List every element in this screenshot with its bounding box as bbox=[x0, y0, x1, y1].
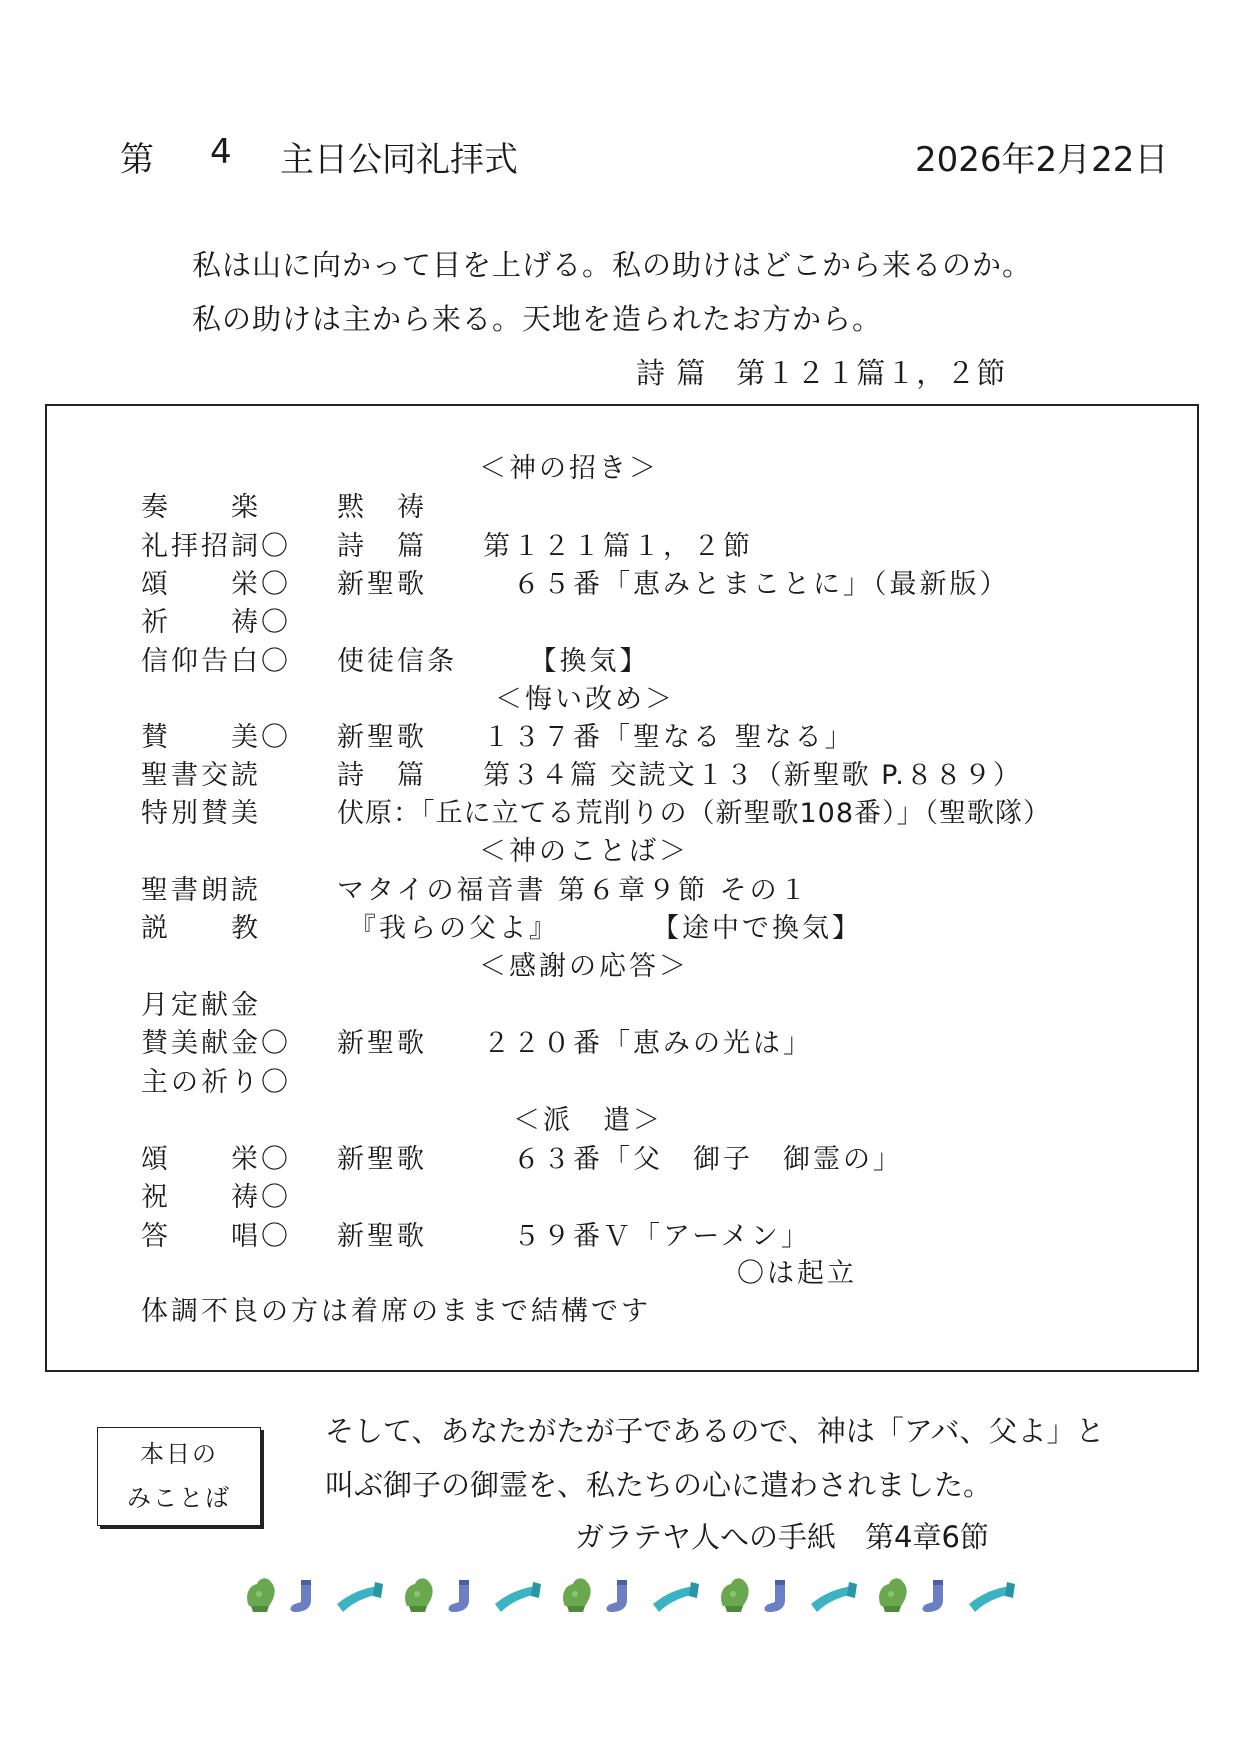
service-title: 主日公同礼拝式 bbox=[280, 140, 518, 180]
order-item-detail: 新聖歌 bbox=[337, 1028, 427, 1059]
order-item-detail: 詩 篇 bbox=[337, 760, 427, 791]
order-item-label: 信仰告白〇 bbox=[141, 646, 291, 677]
scarf-icon bbox=[811, 1582, 857, 1612]
order-item-content: ６５番「恵みとまことに」（最新版） bbox=[483, 569, 1010, 600]
order-item-label: 礼拝招詞〇 bbox=[141, 531, 291, 562]
order-item-detail: 新聖歌 bbox=[337, 1221, 427, 1252]
order-item-detail: 伏原：「丘に立てる荒削りの（新聖歌108番）」（聖歌隊） bbox=[337, 798, 1052, 829]
order-item-detail: 黙 祷 bbox=[337, 492, 427, 523]
order-item-label: 聖書朗読 bbox=[141, 875, 261, 906]
order-item-label: 奏 楽 bbox=[141, 492, 261, 523]
order-item-label: 月定献金 bbox=[141, 990, 261, 1021]
order-item-label: 聖書交読 bbox=[141, 760, 261, 791]
opening-verse-line-2: 私の助けは主から来る。天地を造られたお方から。 bbox=[192, 302, 883, 336]
order-item-detail: 新聖歌 bbox=[337, 1144, 427, 1175]
sock-icon bbox=[765, 1580, 786, 1612]
order-item-detail: 使徒信条 bbox=[337, 646, 457, 677]
opening-verse-line-1: 私は山に向かって目を上げる。私の助けはどこから来るのか。 bbox=[192, 248, 1033, 282]
scarf-icon bbox=[337, 1582, 383, 1612]
order-item-content: ２２０番「恵みの光は」 bbox=[483, 1028, 813, 1059]
order-item-label: 説 教 bbox=[141, 913, 261, 944]
todays-word-label-line-2: みことば bbox=[127, 1484, 231, 1512]
order-item-detail: マタイの福音書 第６章９節 その１ bbox=[337, 875, 810, 906]
order-item-content: 第１２１篇１，２節 bbox=[483, 531, 753, 562]
order-item-label: 特別賛美 bbox=[141, 798, 261, 829]
mitten-icon bbox=[247, 1578, 275, 1612]
order-item-label: 頌 栄〇 bbox=[141, 1144, 291, 1175]
order-item-content: 第３４篇 交読文１３（新聖歌 P.８８９） bbox=[483, 760, 1022, 791]
todays-word-line-1: そして、あなたがたが子であるので、神は「アバ、父よ」と bbox=[325, 1414, 1105, 1448]
sock-icon bbox=[607, 1580, 628, 1612]
mitten-icon bbox=[405, 1578, 433, 1612]
order-item-label: 主の祈り〇 bbox=[141, 1067, 291, 1098]
service-date: 2026年2月22日 bbox=[915, 140, 1169, 180]
order-item-content: １３７番「聖なる 聖なる」 bbox=[483, 722, 855, 753]
order-item-detail: 新聖歌 bbox=[337, 569, 427, 600]
section-response: ＜感謝の応答＞ bbox=[479, 951, 689, 982]
scarf-icon bbox=[653, 1582, 699, 1612]
scarf-icon bbox=[969, 1582, 1015, 1612]
service-number: 4 bbox=[210, 132, 232, 172]
todays-word-reference: ガラテヤ人への手紙 第4章6節 bbox=[575, 1520, 989, 1554]
order-item-detail: 新聖歌 bbox=[337, 722, 427, 753]
mitten-icon bbox=[721, 1578, 749, 1612]
order-item-content: ６３番「父 御子 御霊の」 bbox=[483, 1144, 903, 1175]
order-item-detail: 『我らの父よ』 【途中で換気】 bbox=[349, 913, 862, 944]
section-repentance: ＜悔い改め＞ bbox=[495, 684, 675, 715]
order-item-label: 頌 栄〇 bbox=[141, 569, 291, 600]
scarf-icon bbox=[495, 1582, 541, 1612]
order-item-detail: 詩 篇 bbox=[337, 531, 427, 562]
sock-icon bbox=[291, 1580, 312, 1612]
sock-icon bbox=[923, 1580, 944, 1612]
order-of-service bbox=[45, 404, 1199, 1372]
order-item-label: 賛美献金〇 bbox=[141, 1028, 291, 1059]
order-item-label: 祝 祷〇 bbox=[141, 1182, 291, 1213]
winter-clothing-border bbox=[245, 1574, 1035, 1614]
mitten-icon bbox=[879, 1578, 907, 1612]
order-item-label: 祈 祷〇 bbox=[141, 607, 291, 638]
opening-verse-reference: 詩 篇 第１２１篇１，２節 bbox=[636, 356, 1007, 390]
sock-icon bbox=[449, 1580, 470, 1612]
todays-word-line-2: 叫ぶ御子の御霊を、私たちの心に遣わされました。 bbox=[325, 1468, 993, 1502]
service-ordinal-prefix: 第 bbox=[120, 140, 154, 180]
section-call-to-worship: ＜神の招き＞ bbox=[479, 453, 659, 484]
seating-note: 体調不良の方は着席のままで結構です bbox=[141, 1296, 651, 1327]
todays-word-label-line-1: 本日の bbox=[140, 1440, 218, 1468]
order-item-label: 賛 美〇 bbox=[141, 722, 291, 753]
section-word-of-god: ＜神のことば＞ bbox=[479, 836, 689, 867]
order-item-content: ５９番Ｖ「アーメン」 bbox=[483, 1221, 811, 1252]
mitten-icon bbox=[563, 1578, 591, 1612]
section-sending: ＜派 遣＞ bbox=[513, 1105, 663, 1136]
order-item-content: 【換気】 bbox=[483, 646, 650, 677]
standing-note: 〇は起立 bbox=[737, 1258, 857, 1289]
todays-word-label bbox=[97, 1427, 261, 1526]
order-item-label: 答 唱〇 bbox=[141, 1221, 291, 1252]
